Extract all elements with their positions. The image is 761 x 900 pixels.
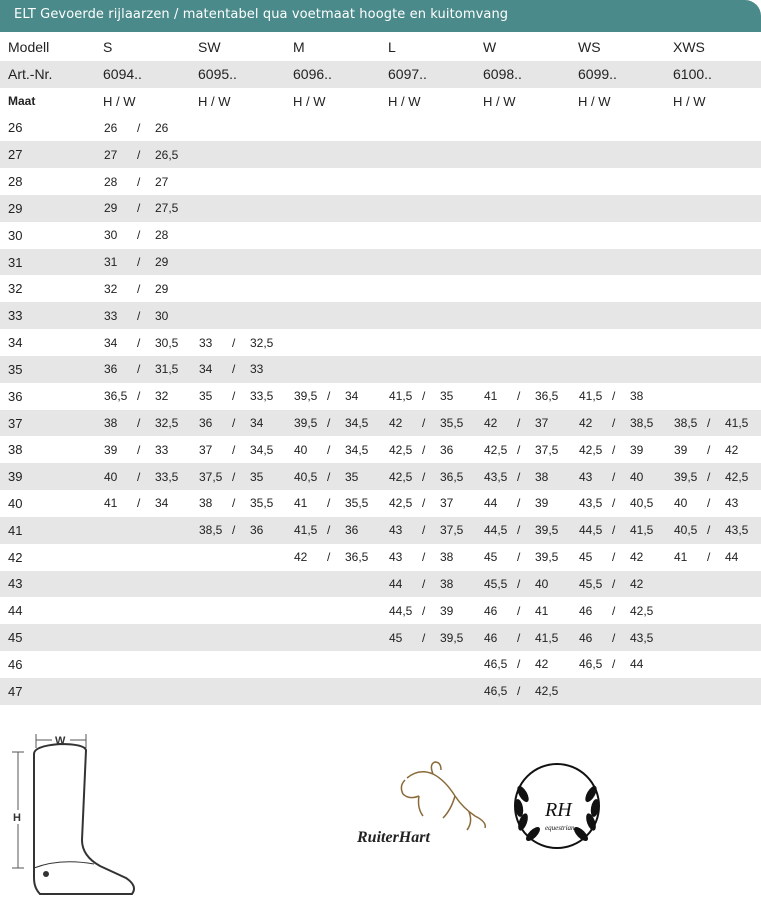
separator-slash: /: [422, 389, 426, 404]
height-value: 40,5: [674, 523, 698, 538]
width-value: 34: [250, 416, 264, 430]
separator-slash: /: [327, 523, 331, 538]
height-value: 41: [674, 550, 688, 565]
separator-slash: /: [137, 201, 141, 216]
separator-slash: /: [517, 657, 521, 672]
size-row: [0, 410, 761, 437]
height-value: 26: [104, 120, 118, 135]
separator-slash: /: [517, 442, 521, 457]
width-value: 35: [440, 389, 454, 404]
size-label: 33: [8, 308, 23, 324]
height-value: 41,5: [294, 523, 318, 538]
separator-slash: /: [422, 442, 426, 457]
height-value: 30: [104, 228, 118, 243]
height-value: 46: [484, 603, 498, 618]
separator-slash: /: [137, 469, 141, 484]
header-row-label: Art.-Nr.: [8, 66, 53, 83]
height-value: 45,5: [484, 576, 508, 591]
height-value: 33: [199, 335, 213, 350]
separator-slash: /: [137, 174, 141, 189]
width-value: 33,5: [155, 469, 179, 484]
height-value: 42,5: [389, 469, 413, 484]
width-value: 33,5: [250, 389, 274, 404]
separator-slash: /: [422, 469, 426, 484]
header-cell: XWS: [673, 39, 705, 56]
size-row: [0, 195, 761, 222]
separator-slash: /: [327, 496, 331, 511]
width-value: 29: [155, 281, 169, 296]
height-value: 36: [104, 362, 118, 377]
height-value: 34: [199, 362, 213, 377]
width-value: 40: [630, 469, 644, 484]
header-cell: M: [293, 39, 305, 56]
height-value: 34: [104, 335, 118, 350]
size-row: [0, 141, 761, 168]
header-cell: H / W: [483, 93, 516, 109]
width-value: 38: [630, 389, 644, 404]
height-value: 29: [104, 201, 118, 216]
separator-slash: /: [612, 389, 616, 404]
separator-slash: /: [422, 496, 426, 511]
size-label: 45: [8, 630, 23, 646]
width-value: 35,5: [345, 496, 369, 511]
header-cell: H / W: [198, 93, 231, 109]
size-row: [0, 383, 761, 410]
height-value: 46: [484, 630, 498, 645]
separator-slash: /: [327, 550, 331, 565]
height-value: 36,5: [104, 389, 128, 404]
separator-slash: /: [517, 550, 521, 565]
height-value: 44,5: [389, 603, 413, 618]
width-value: 38: [440, 576, 454, 591]
size-label: 39: [8, 469, 23, 485]
size-label: 34: [8, 335, 23, 351]
separator-slash: /: [232, 389, 236, 404]
size-label: 30: [8, 227, 23, 243]
separator-slash: /: [327, 469, 331, 484]
size-row: [0, 678, 761, 705]
separator-slash: /: [612, 630, 616, 645]
separator-slash: /: [422, 603, 426, 618]
separator-slash: /: [327, 442, 331, 457]
width-value: 30,5: [155, 335, 179, 350]
separator-slash: /: [232, 523, 236, 538]
table-title-bar: [0, 0, 761, 32]
height-value: 38: [199, 496, 213, 511]
separator-slash: /: [612, 576, 616, 591]
width-value: 43,5: [630, 630, 654, 645]
height-value: 44: [484, 496, 498, 511]
separator-slash: /: [517, 576, 521, 591]
width-value: 40: [535, 576, 549, 591]
width-value: 43: [725, 496, 739, 511]
header-row: [0, 34, 761, 61]
height-value: 40: [674, 496, 688, 511]
width-value: 36,5: [345, 550, 369, 565]
size-label: 43: [8, 576, 23, 592]
size-row: [0, 544, 761, 571]
height-value: 46: [579, 630, 593, 645]
height-value: 41: [294, 496, 308, 511]
separator-slash: /: [612, 550, 616, 565]
separator-slash: /: [517, 630, 521, 645]
width-value: 42: [630, 576, 644, 591]
rh-equestrian-logo: [513, 764, 600, 848]
width-value: 35,5: [250, 496, 274, 511]
size-label: 42: [8, 549, 23, 565]
size-label: 38: [8, 442, 23, 458]
height-value: 46,5: [484, 657, 508, 672]
height-value: 41,5: [389, 389, 413, 404]
header-cell: W: [483, 39, 497, 56]
size-row: [0, 651, 761, 678]
header-row-label: Maat: [8, 94, 36, 109]
separator-slash: /: [137, 442, 141, 457]
height-value: 45: [389, 630, 403, 645]
separator-slash: /: [232, 442, 236, 457]
size-label: 35: [8, 361, 23, 377]
width-value: 42: [725, 442, 739, 457]
logo-banner: [345, 756, 607, 854]
header-cell: 6098..: [483, 66, 522, 83]
size-label: 46: [8, 656, 23, 672]
separator-slash: /: [232, 469, 236, 484]
width-value: 34: [345, 389, 359, 404]
height-value: 41: [484, 389, 498, 404]
height-value: 39,5: [674, 469, 698, 484]
separator-slash: /: [612, 603, 616, 618]
width-value: 30: [155, 308, 169, 323]
width-value: 43,5: [725, 523, 749, 538]
header-cell: 6100..: [673, 66, 712, 83]
height-value: 36: [199, 416, 213, 430]
width-value: 31,5: [155, 362, 179, 377]
separator-slash: /: [612, 496, 616, 511]
size-label: 37: [8, 415, 23, 431]
height-value: 40,5: [294, 469, 318, 484]
height-value: 37: [199, 442, 213, 457]
size-row: [0, 168, 761, 195]
width-value: 42: [630, 550, 644, 565]
size-label: 32: [8, 281, 23, 297]
width-value: 32: [155, 389, 169, 404]
rh-monogram: RH: [545, 799, 572, 821]
separator-slash: /: [232, 496, 236, 511]
header-cell: S: [103, 39, 113, 56]
separator-slash: /: [707, 416, 711, 430]
width-value: 40,5: [630, 496, 654, 511]
height-value: 38: [104, 416, 118, 430]
width-value: 38,5: [630, 416, 654, 430]
width-value: 34,5: [250, 442, 274, 457]
width-value: 34: [155, 496, 169, 511]
separator-slash: /: [422, 523, 426, 538]
width-value: 34,5: [345, 416, 369, 430]
header-cell: H / W: [103, 93, 136, 109]
separator-slash: /: [707, 469, 711, 484]
height-value: 42,5: [579, 442, 603, 457]
height-value: 45,5: [579, 576, 603, 591]
header-row: [0, 61, 761, 88]
height-value: 42: [389, 416, 403, 430]
width-value: 41,5: [535, 630, 559, 645]
height-value: 39: [104, 442, 118, 457]
separator-slash: /: [517, 469, 521, 484]
width-value: 26: [155, 120, 169, 135]
size-label: 28: [8, 174, 23, 190]
separator-slash: /: [612, 416, 616, 430]
height-value: 39,5: [294, 416, 318, 430]
separator-slash: /: [707, 523, 711, 538]
separator-slash: /: [137, 335, 141, 350]
size-label: 29: [8, 200, 23, 216]
width-value: 37: [535, 416, 549, 430]
width-value: 42: [535, 657, 549, 672]
size-row: [0, 517, 761, 544]
size-row: [0, 249, 761, 276]
separator-slash: /: [517, 603, 521, 618]
height-value: 40: [104, 469, 118, 484]
size-row: [0, 222, 761, 249]
height-value: 45: [484, 550, 498, 565]
separator-slash: /: [612, 523, 616, 538]
header-cell: 6094..: [103, 66, 142, 83]
width-value: 42,5: [630, 603, 654, 618]
size-label: 41: [8, 522, 23, 538]
size-row: [0, 624, 761, 651]
width-value: 42,5: [535, 684, 559, 699]
width-value: 32,5: [250, 335, 274, 350]
height-value: 43: [579, 469, 593, 484]
height-value: 41,5: [579, 389, 603, 404]
height-value: 35: [199, 389, 213, 404]
size-label: 40: [8, 495, 23, 511]
width-value: 35: [250, 469, 264, 484]
width-value: 39: [535, 496, 549, 511]
separator-slash: /: [422, 630, 426, 645]
size-row: [0, 302, 761, 329]
width-value: 44: [725, 550, 739, 565]
ruiterhart-wordmark: RuiterHart: [357, 829, 430, 846]
size-table: [0, 34, 761, 705]
separator-slash: /: [707, 442, 711, 457]
rh-subtext: equestrian: [545, 824, 575, 832]
width-value: 27,5: [155, 201, 179, 216]
width-value: 39: [440, 603, 454, 618]
size-row: [0, 329, 761, 356]
width-value: 32,5: [155, 416, 179, 430]
header-cell: WS: [578, 39, 601, 56]
separator-slash: /: [422, 416, 426, 430]
width-value: 28: [155, 228, 169, 243]
size-row: [0, 436, 761, 463]
width-value: 41: [535, 603, 549, 618]
separator-slash: /: [137, 496, 141, 511]
width-value: 33: [250, 362, 264, 377]
width-value: 39,5: [535, 523, 559, 538]
width-value: 36: [345, 523, 359, 538]
width-value: 33: [155, 442, 169, 457]
header-cell: H / W: [578, 93, 611, 109]
height-value: 42: [484, 416, 498, 430]
header-cell: 6097..: [388, 66, 427, 83]
separator-slash: /: [517, 416, 521, 430]
header-cell: H / W: [293, 93, 326, 109]
size-label: 27: [8, 147, 23, 163]
height-value: 43,5: [484, 469, 508, 484]
size-label: 36: [8, 388, 23, 404]
height-value: 45: [579, 550, 593, 565]
height-value: 42,5: [389, 442, 413, 457]
height-value: 46: [579, 603, 593, 618]
boot-outline: [34, 744, 134, 894]
height-value: 33: [104, 308, 118, 323]
header-row-label: Modell: [8, 39, 50, 56]
width-value: 38: [440, 550, 454, 565]
height-value: 41: [104, 496, 118, 511]
separator-slash: /: [232, 335, 236, 350]
separator-slash: /: [422, 576, 426, 591]
width-value: 36: [250, 523, 264, 538]
height-value: 38,5: [199, 523, 223, 538]
header-row: [0, 88, 761, 115]
width-value: 34,5: [345, 442, 369, 457]
height-value: 37,5: [199, 469, 223, 484]
separator-slash: /: [137, 281, 141, 296]
size-row: [0, 463, 761, 490]
separator-slash: /: [612, 657, 616, 672]
width-value: 35: [345, 469, 359, 484]
width-value: 42,5: [725, 469, 749, 484]
separator-slash: /: [137, 147, 141, 162]
separator-slash: /: [707, 550, 711, 565]
separator-slash: /: [137, 255, 141, 270]
width-value: 38: [535, 469, 549, 484]
size-label: 47: [8, 683, 23, 699]
separator-slash: /: [422, 550, 426, 565]
height-value: 32: [104, 281, 118, 296]
size-label: 31: [8, 254, 23, 270]
header-cell: H / W: [673, 93, 706, 109]
separator-slash: /: [137, 389, 141, 404]
height-value: 44,5: [579, 523, 603, 538]
separator-slash: /: [517, 496, 521, 511]
width-value: 41,5: [630, 523, 654, 538]
size-label: 26: [8, 120, 23, 136]
separator-slash: /: [517, 389, 521, 404]
separator-slash: /: [232, 416, 236, 430]
width-label: W: [55, 735, 66, 747]
separator-slash: /: [137, 228, 141, 243]
height-value: 38,5: [674, 416, 698, 430]
height-value: 46,5: [579, 657, 603, 672]
height-value: 40: [294, 442, 308, 457]
width-value: 39: [630, 442, 644, 457]
height-label: H: [13, 812, 21, 824]
size-row: [0, 356, 761, 383]
height-value: 42,5: [389, 496, 413, 511]
height-value: 43: [389, 550, 403, 565]
header-cell: 6099..: [578, 66, 617, 83]
width-value: 39,5: [535, 550, 559, 565]
table-title: ELT Gevoerde rijlaarzen / matentabel qua voetmaat hoogte en kuitomvang: [14, 7, 509, 22]
size-row: [0, 597, 761, 624]
width-value: 41,5: [725, 416, 749, 430]
header-cell: H / W: [388, 93, 421, 109]
width-value: 44: [630, 657, 644, 672]
height-value: 39,5: [294, 389, 318, 404]
header-cell: SW: [198, 39, 221, 56]
separator-slash: /: [137, 308, 141, 323]
separator-slash: /: [517, 684, 521, 699]
height-value: 39: [674, 442, 688, 457]
width-value: 36,5: [535, 389, 559, 404]
separator-slash: /: [232, 362, 236, 377]
size-row: [0, 571, 761, 598]
height-value: 42: [579, 416, 593, 430]
height-value: 44: [389, 576, 403, 591]
width-value: 37: [440, 496, 454, 511]
separator-slash: /: [517, 523, 521, 538]
width-value: 27: [155, 174, 169, 189]
size-label: 44: [8, 603, 23, 619]
width-value: 35,5: [440, 416, 464, 430]
width-value: 29: [155, 255, 169, 270]
size-row: [0, 114, 761, 141]
separator-slash: /: [327, 416, 331, 430]
height-value: 42,5: [484, 442, 508, 457]
separator-slash: /: [137, 416, 141, 430]
size-row: [0, 490, 761, 517]
height-value: 46,5: [484, 684, 508, 699]
size-row: [0, 275, 761, 302]
width-value: 37,5: [440, 523, 464, 538]
width-value: 39,5: [440, 630, 464, 645]
separator-slash: /: [612, 442, 616, 457]
height-value: 43: [389, 523, 403, 538]
width-value: 36,5: [440, 469, 464, 484]
separator-slash: /: [137, 362, 141, 377]
height-value: 27: [104, 147, 118, 162]
height-value: 31: [104, 255, 118, 270]
height-value: 42: [294, 550, 308, 565]
separator-slash: /: [612, 469, 616, 484]
height-value: 43,5: [579, 496, 603, 511]
width-value: 26,5: [155, 147, 179, 162]
boot-measurement-diagram: [0, 728, 160, 900]
separator-slash: /: [707, 496, 711, 511]
separator-slash: /: [327, 389, 331, 404]
header-cell: L: [388, 39, 396, 56]
height-value: 28: [104, 174, 118, 189]
width-value: 37,5: [535, 442, 559, 457]
header-cell: 6095..: [198, 66, 237, 83]
width-value: 36: [440, 442, 454, 457]
separator-slash: /: [137, 120, 141, 135]
height-value: 44,5: [484, 523, 508, 538]
header-cell: 6096..: [293, 66, 332, 83]
